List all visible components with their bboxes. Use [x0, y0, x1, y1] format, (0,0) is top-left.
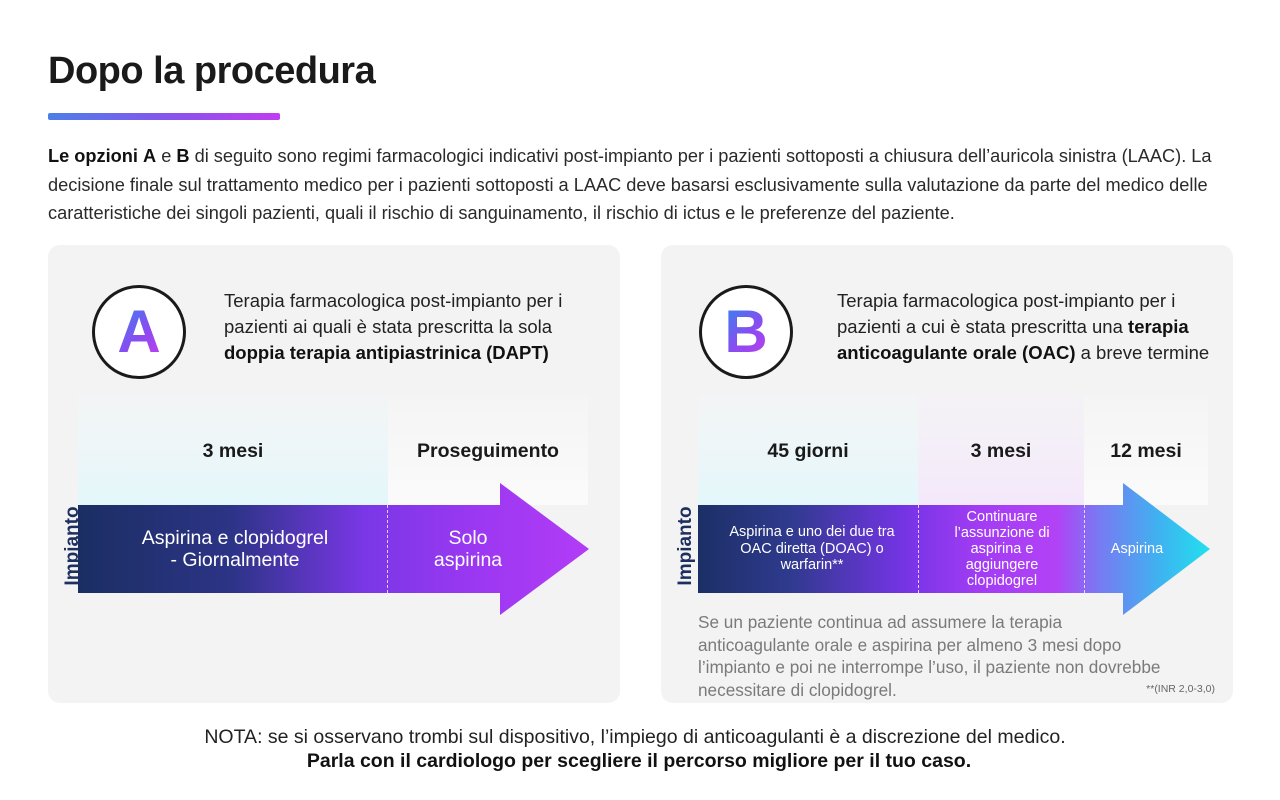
page-title: Dopo la procedura: [48, 50, 376, 92]
option-a-therapy-1: [120, 511, 350, 587]
option-a-therapy-2-line1: Solo: [448, 527, 488, 549]
title-underline: [48, 113, 280, 120]
option-a-desc-bold: doppia terapia antipiastrinica (DAPT): [224, 342, 549, 363]
option-b-col-label: 3 mesi: [970, 440, 1032, 462]
option-a-divider: [387, 505, 388, 593]
option-b-therapy-3: Aspirina: [1110, 541, 1164, 557]
option-a-panel: [48, 245, 620, 703]
intro-paragraph: [48, 142, 1248, 228]
intro-options-prefix: Le opzioni: [48, 146, 138, 166]
option-b-divider-1: [918, 505, 919, 593]
option-b-footnote: **(INR 2,0-3,0): [1146, 683, 1215, 695]
option-b-letter: B: [724, 298, 768, 365]
option-b-col-label: 45 giorni: [767, 440, 849, 462]
option-a-col-label: Proseguimento: [417, 440, 559, 462]
footer-cta: Parla con il cardiologo per scegliere il percorso migliore per il tuo caso.: [306, 750, 972, 772]
option-a-therapy-1-line1: Aspirina e clopidogrel: [141, 527, 329, 549]
option-b-therapy-2: Continuare l’assunzione di aspirina e aggiungere clopidogrel: [954, 509, 1050, 589]
intro-and: e: [161, 146, 172, 166]
option-b-note: Se un paziente continua ad assumere la terapia anticoagulante orale e aspirina per almeno 3 mesi dopo l’impianto e poi ne interrompe l’uso, il paziente non dovrebbe necessitare di clopidogrel.: [698, 612, 1161, 700]
option-b-desc-bold: terapia anticoagulante orale (OAC): [837, 316, 1189, 363]
option-a-timeline-label: Impianto: [62, 506, 83, 586]
option-a-therapy-1-line2: - Giornalmente: [170, 549, 300, 571]
option-b-divider-2: [1084, 505, 1085, 593]
option-b-timeline-start: [673, 499, 699, 593]
option-a-letter: A: [117, 298, 161, 365]
option-b-timeline-label: Impianto: [675, 506, 696, 586]
intro-text: di seguito sono regimi farmacologici indicativi post-impianto per i pazienti sottoposti a chiusura dell’auricola sinistra (LAAC). La decisione finale sul trattamento medico per i pazienti sottoposti a LAAC deve basarsi esclusivamente sulla valutazione da parte del medico delle caratteristiche dei singoli pazienti, quali il rischio di sanguinamento, il rischio di ictus e le preferenze del paziente.: [48, 146, 1212, 223]
option-b-desc-tail: a breve termine: [1080, 342, 1210, 363]
intro-option-b: B: [176, 146, 190, 166]
option-b-desc-plain: Terapia farmacologica post-impianto per i pazienti a cui è stata prescritta una: [837, 290, 1176, 337]
option-a-timeline-start: [60, 499, 86, 593]
footer-note: NOTA: se si osservano trombi sul dispositivo, l’impiego di anticoagulanti è a discrezione del medico.: [204, 726, 1066, 748]
option-a-desc-plain: Terapia farmacologica post-impianto per i pazienti ai quali è stata prescritta la sola: [224, 290, 563, 337]
option-b-therapy-1: Aspirina e uno dei due tra OAC diretta (DOAC) o warfarin**: [729, 524, 895, 574]
option-a-therapy-2: [398, 511, 538, 587]
intro-option-a: A: [142, 146, 157, 166]
option-b-col-label: 12 mesi: [1110, 440, 1182, 462]
option-b-panel: [661, 245, 1233, 703]
option-a-therapy-2-line2: aspirina: [433, 549, 503, 571]
option-a-col-label: 3 mesi: [202, 440, 264, 462]
